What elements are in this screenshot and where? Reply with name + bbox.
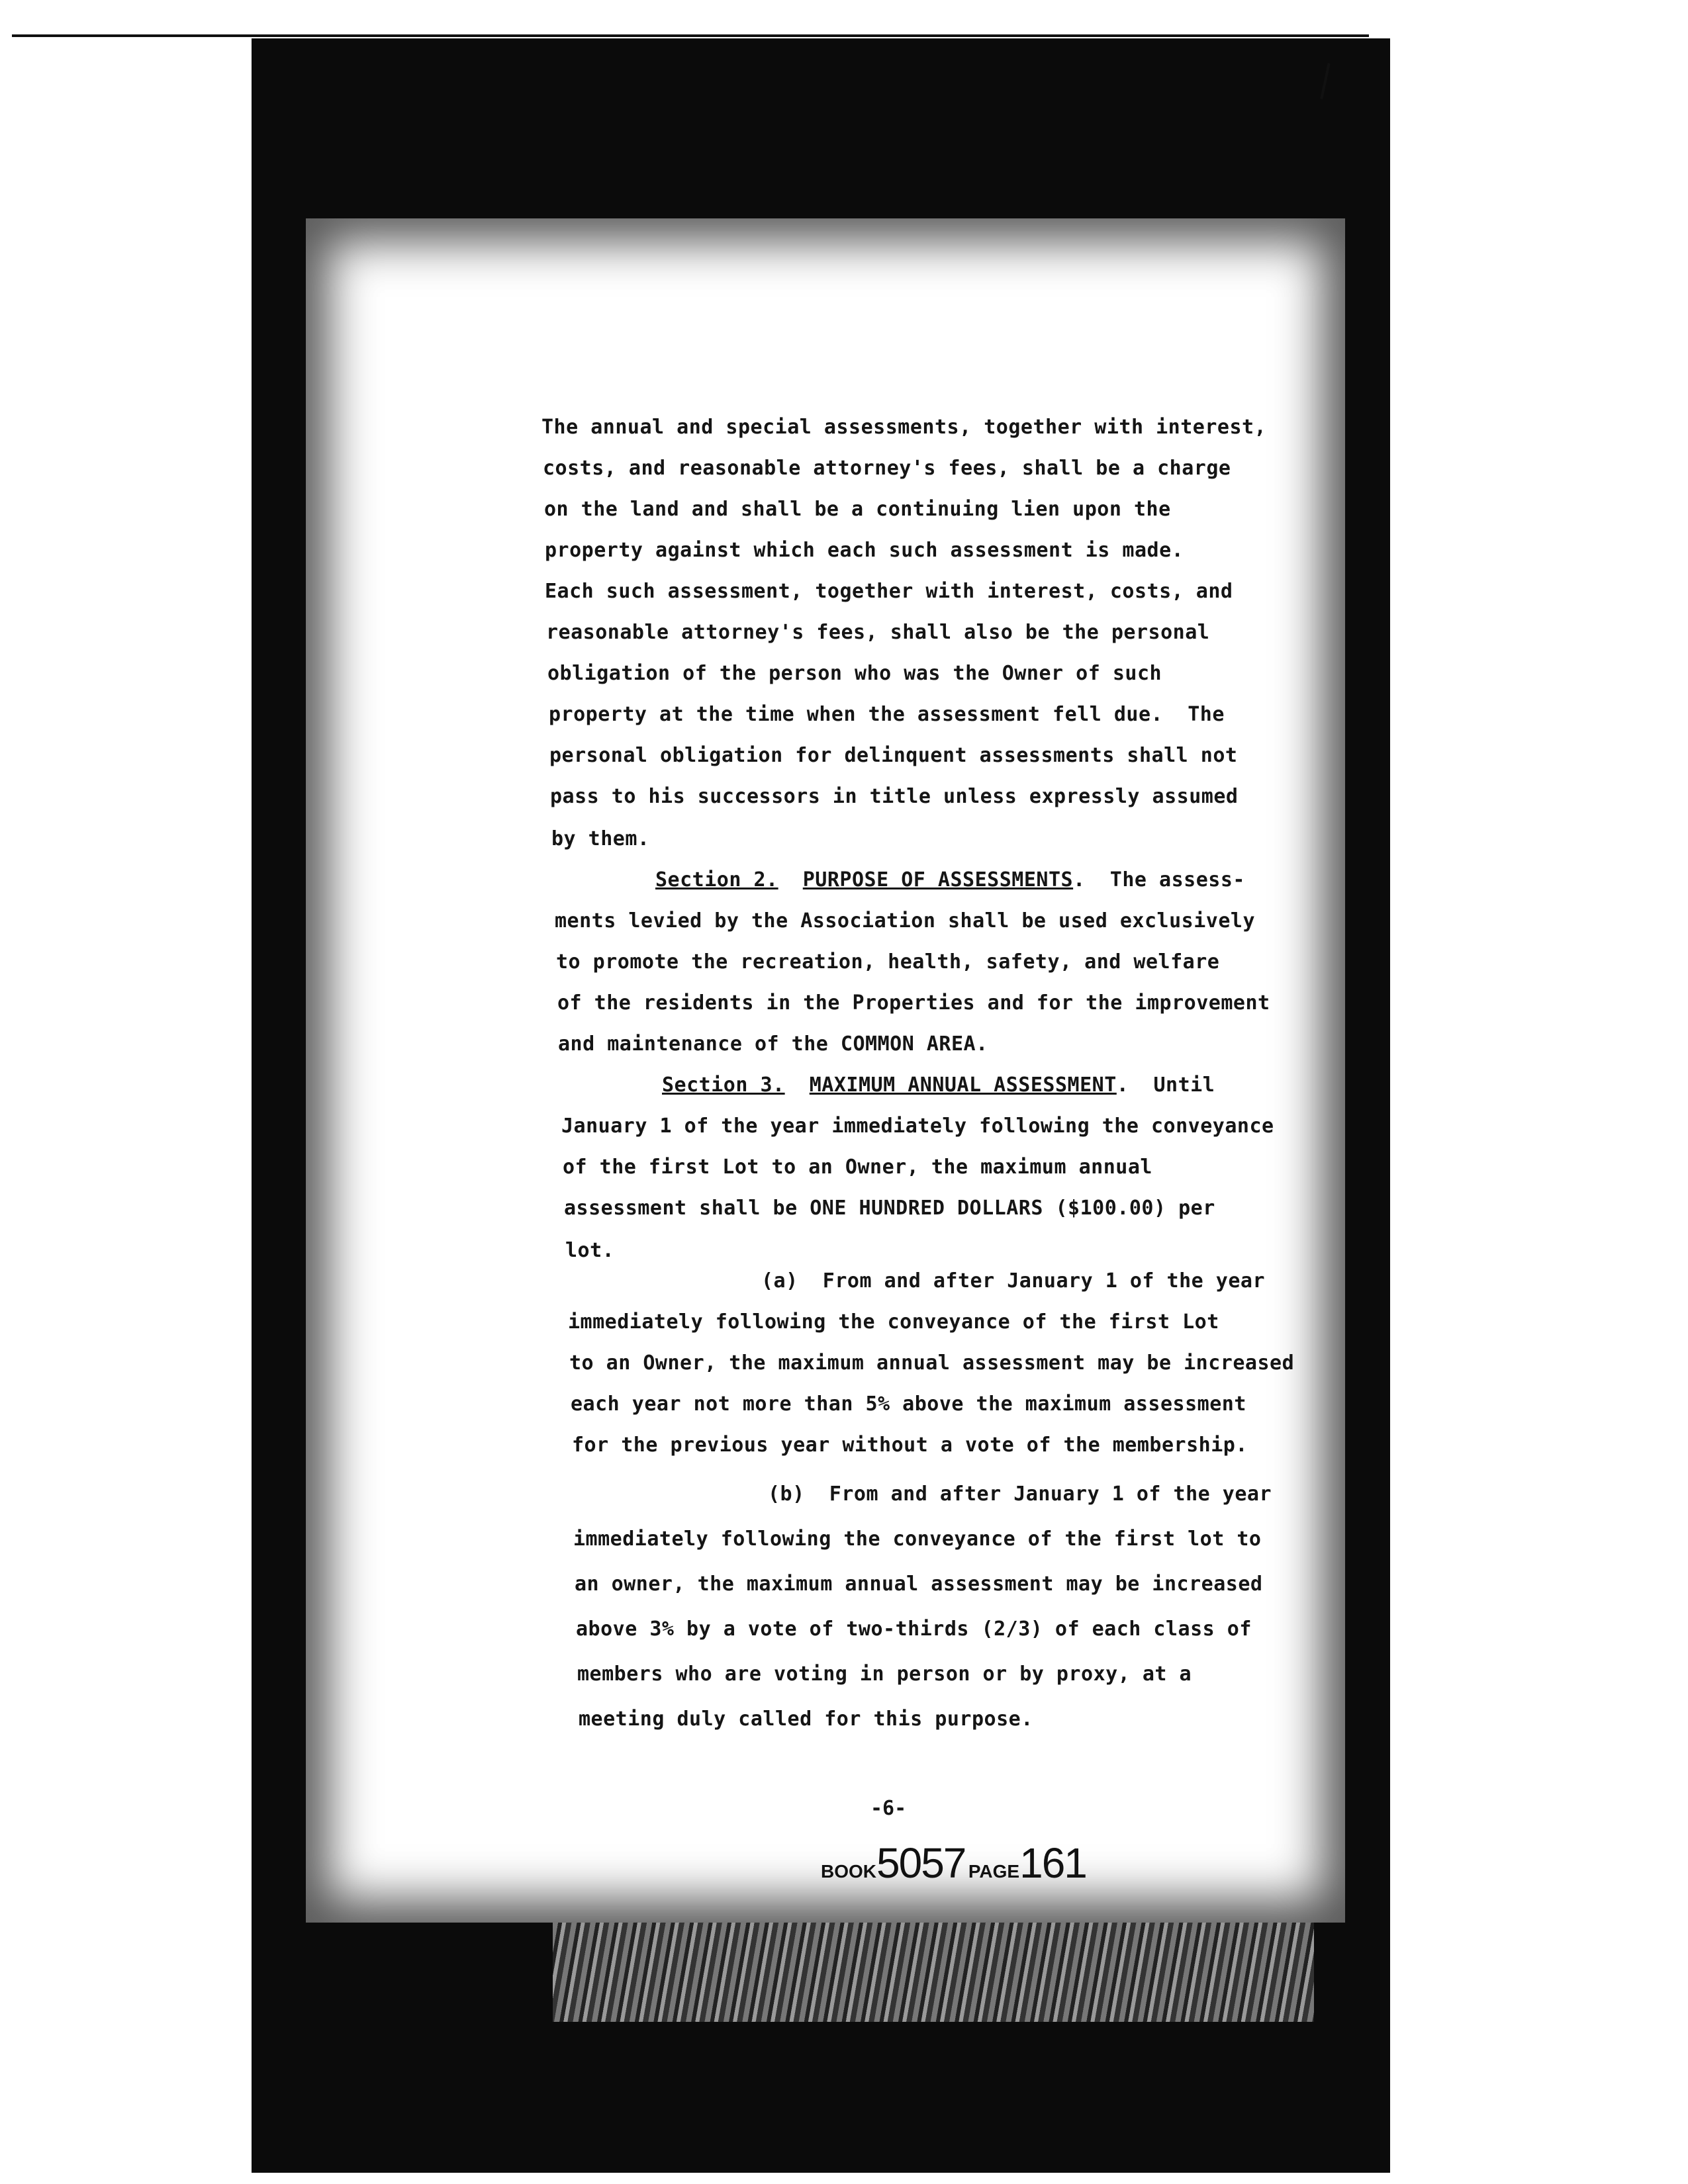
text-line: members who are voting in person or by proxy, at a (577, 1662, 1192, 1686)
paragraph-a-lead: (a) From and after January 1 of the year (761, 1269, 1266, 1293)
paragraph-b-lead: (b) From and after January 1 of the year (768, 1482, 1272, 1506)
text-line: to an Owner, the maximum annual assessment may be increased (569, 1351, 1295, 1375)
text-line: lot. (565, 1239, 615, 1262)
section-3-label: Section 3. (662, 1073, 785, 1097)
text-line: for the previous year without a vote of the membership. (572, 1433, 1248, 1457)
text-line: reasonable attorney's fees, shall also be the personal (546, 621, 1210, 644)
book-label: BOOK (821, 1861, 876, 1882)
top-rule (12, 34, 1369, 37)
text-line: The annual and special assessments, together with interest, (541, 416, 1267, 439)
text-line: of the residents in the Properties and for the improvement (557, 991, 1270, 1015)
page-label: PAGE (968, 1861, 1020, 1882)
text-line: ments levied by the Association shall be used exclusively (555, 909, 1256, 933)
section-2-label: Section 2. (655, 868, 778, 891)
text-line: property against which each such assessment is made. (545, 539, 1184, 562)
text-line: assessment shall be ONE HUNDRED DOLLARS ($100.00) per (564, 1197, 1215, 1220)
text-line: of the first Lot to an Owner, the maximum annual (563, 1156, 1152, 1179)
scan-artifact-strip (553, 1923, 1314, 2022)
section-3-lead: . Until (1116, 1073, 1215, 1097)
text-line: property at the time when the assessment fell due. The (549, 703, 1225, 726)
text-line: immediately following the conveyance of the first lot to (573, 1527, 1262, 1551)
text-line: personal obligation for delinquent assessments shall not (549, 744, 1238, 767)
text-line: January 1 of the year immediately following the conveyance (561, 1115, 1274, 1138)
section-2-heading (655, 868, 1245, 891)
section-3-title: MAXIMUM ANNUAL ASSESSMENT (809, 1073, 1117, 1097)
text-line: Each such assessment, together with interest, costs, and (545, 580, 1233, 603)
text-line: an owner, the maximum annual assessment may be increased (575, 1572, 1263, 1596)
text-line: obligation of the person who was the Owner of such (547, 662, 1162, 685)
text-line: on the land and shall be a continuing lien upon the (544, 498, 1171, 521)
book-number: 5057 (876, 1839, 966, 1887)
text-line: by them. (551, 827, 650, 850)
text-line: pass to his successors in title unless expressly assumed (550, 785, 1239, 808)
text-line: immediately following the conveyance of the first Lot (568, 1310, 1219, 1334)
text-line: and maintenance of the COMMON AREA. (558, 1032, 988, 1056)
text-line: to promote the recreation, health, safety, and welfare (556, 950, 1220, 974)
section-2-lead: . The assess- (1073, 868, 1245, 891)
text-line: meeting duly called for this purpose. (579, 1707, 1033, 1731)
text-line: above 3% by a vote of two-thirds (2/3) of each class of (576, 1617, 1252, 1641)
section-3-heading (662, 1073, 1215, 1097)
page-number: -6- (870, 1797, 907, 1820)
section-2-title: PURPOSE OF ASSESSMENTS (802, 868, 1074, 891)
stamp-page-number: 161 (1019, 1839, 1086, 1887)
text-line: each year not more than 5% above the maximum assessment (571, 1392, 1246, 1416)
text-line: costs, and reasonable attorney's fees, shall be a charge (543, 457, 1231, 480)
book-page-stamp (821, 1839, 1086, 1888)
